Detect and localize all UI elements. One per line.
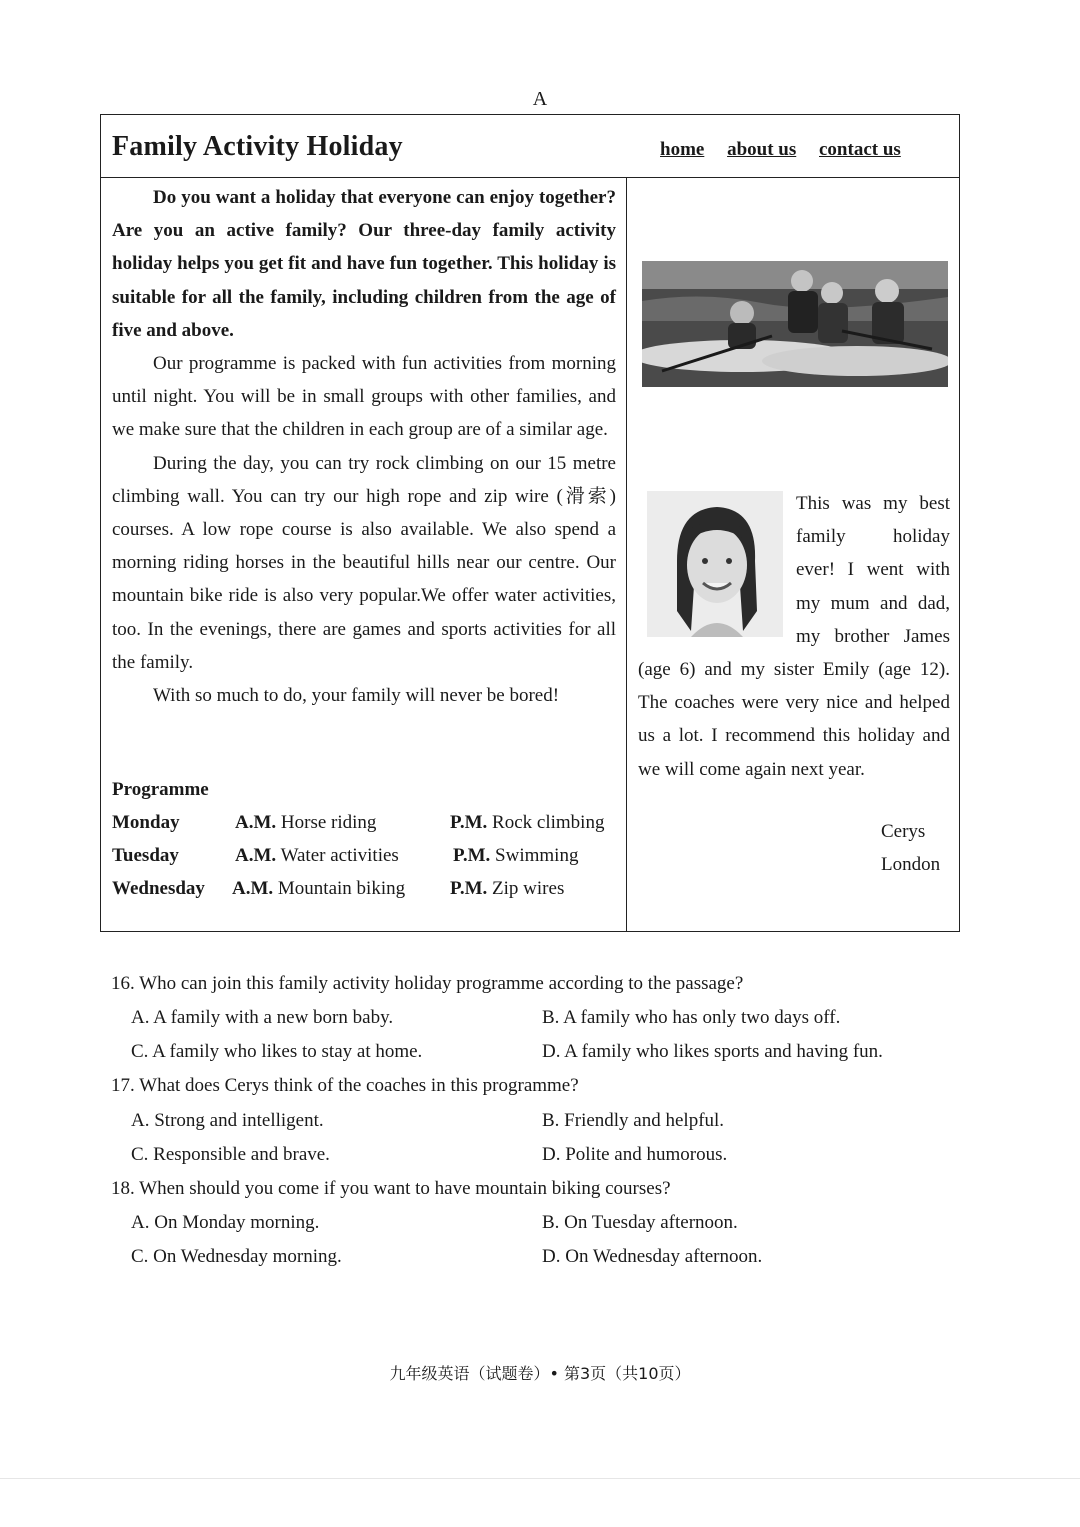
nav-home-link[interactable]: home bbox=[660, 139, 705, 160]
q16-option-d[interactable]: D. A family who likes sports and having fun. bbox=[542, 1041, 883, 1062]
intro-paragraph: Do you want a holiday that everyone can enjoy together? Are you an active family? Our three-day family activity holiday helps you get fit and have fun together. This holiday is suitable for all the family, including children from the age of five and above. bbox=[112, 187, 616, 341]
programme-pm: P.M. Zip wires bbox=[450, 878, 565, 899]
q17-option-b[interactable]: B. Friendly and helpful. bbox=[542, 1110, 725, 1131]
testimonial-text: This was my best family holiday ever! I went with my mum and dad, my brother James (age 6) and my sister Emily (age 12). The coaches were very nice and helped us a lot. I recommend this holiday and we will come again next year. bbox=[638, 493, 950, 780]
nav-contact-link[interactable]: contact us bbox=[819, 139, 901, 160]
programme-row-monday bbox=[112, 812, 622, 845]
q18-option-c[interactable]: C. On Wednesday morning. bbox=[131, 1246, 342, 1267]
programme-day: Monday bbox=[112, 812, 180, 833]
q16-option-c[interactable]: C. A family who likes to stay at home. bbox=[131, 1041, 423, 1062]
testimonial-name: Cerys bbox=[881, 821, 926, 842]
section-letter: A bbox=[532, 88, 548, 110]
nav-about-link[interactable]: about us bbox=[727, 139, 797, 160]
programme-paragraph: Our programme is packed with fun activities from morning until night. You will be in small groups with other families, and we make sure that the children in each group are of a similar age. bbox=[112, 353, 616, 441]
activities-paragraph: During the day, you can try rock climbing on our 15 metre climbing wall. You can try our high rope and zip wire (滑索) courses. A low rope course is also available. We also spend a morning riding horses in the beautiful hills near our centre. Our mountain bike ride is also very popular.We offer water activities, too. In the evenings, there are games and sports activities for all the family. bbox=[112, 452, 616, 673]
q16-option-b[interactable]: B. A family who has only two days off. bbox=[542, 1007, 841, 1028]
question-16: 16. Who can join this family activity holiday programme according to the passage? bbox=[111, 973, 744, 994]
programme-am: A.M. Mountain biking bbox=[232, 878, 406, 899]
testimonial bbox=[638, 487, 950, 786]
page-bottom-rule bbox=[0, 1478, 1080, 1479]
kayak-family-photo bbox=[642, 261, 948, 387]
page-footer: 九年级英语（试题卷）• 第3页（共10页） bbox=[389, 1364, 691, 1383]
closing-paragraph: With so much to do, your family will never be bored! bbox=[153, 685, 560, 707]
programme-row-wednesday bbox=[112, 878, 622, 911]
advert-header bbox=[101, 115, 959, 178]
programme-day: Wednesday bbox=[112, 878, 205, 899]
nav-links bbox=[660, 139, 919, 161]
programme-pm: P.M. Rock climbing bbox=[450, 812, 605, 833]
testimonial-city: London bbox=[881, 854, 941, 875]
q17-option-a[interactable]: A. Strong and intelligent. bbox=[131, 1110, 324, 1131]
q17-option-c[interactable]: C. Responsible and brave. bbox=[131, 1144, 330, 1165]
q17-option-d[interactable]: D. Polite and humorous. bbox=[542, 1144, 728, 1165]
question-18: 18. When should you come if you want to have mountain biking courses? bbox=[111, 1178, 671, 1199]
question-17: 17. What does Cerys think of the coaches in this programme? bbox=[111, 1075, 579, 1096]
programme-am: A.M. Water activities bbox=[235, 845, 399, 866]
programme-row-tuesday bbox=[112, 845, 622, 878]
programme-pm: P.M. Swimming bbox=[453, 845, 579, 866]
q18-option-b[interactable]: B. On Tuesday afternoon. bbox=[542, 1212, 738, 1233]
q16-option-a[interactable]: A. A family with a new born baby. bbox=[131, 1007, 394, 1028]
programme-am: A.M. Horse riding bbox=[235, 812, 377, 833]
q18-option-a[interactable]: A. On Monday morning. bbox=[131, 1212, 320, 1233]
column-divider bbox=[626, 177, 627, 932]
site-title: Family Activity Holiday bbox=[112, 131, 403, 162]
programme-day: Tuesday bbox=[112, 845, 179, 866]
advert-body bbox=[112, 181, 616, 712]
q18-option-d[interactable]: D. On Wednesday afternoon. bbox=[542, 1246, 763, 1267]
programme-title: Programme bbox=[112, 779, 209, 800]
advert-box bbox=[100, 114, 960, 932]
